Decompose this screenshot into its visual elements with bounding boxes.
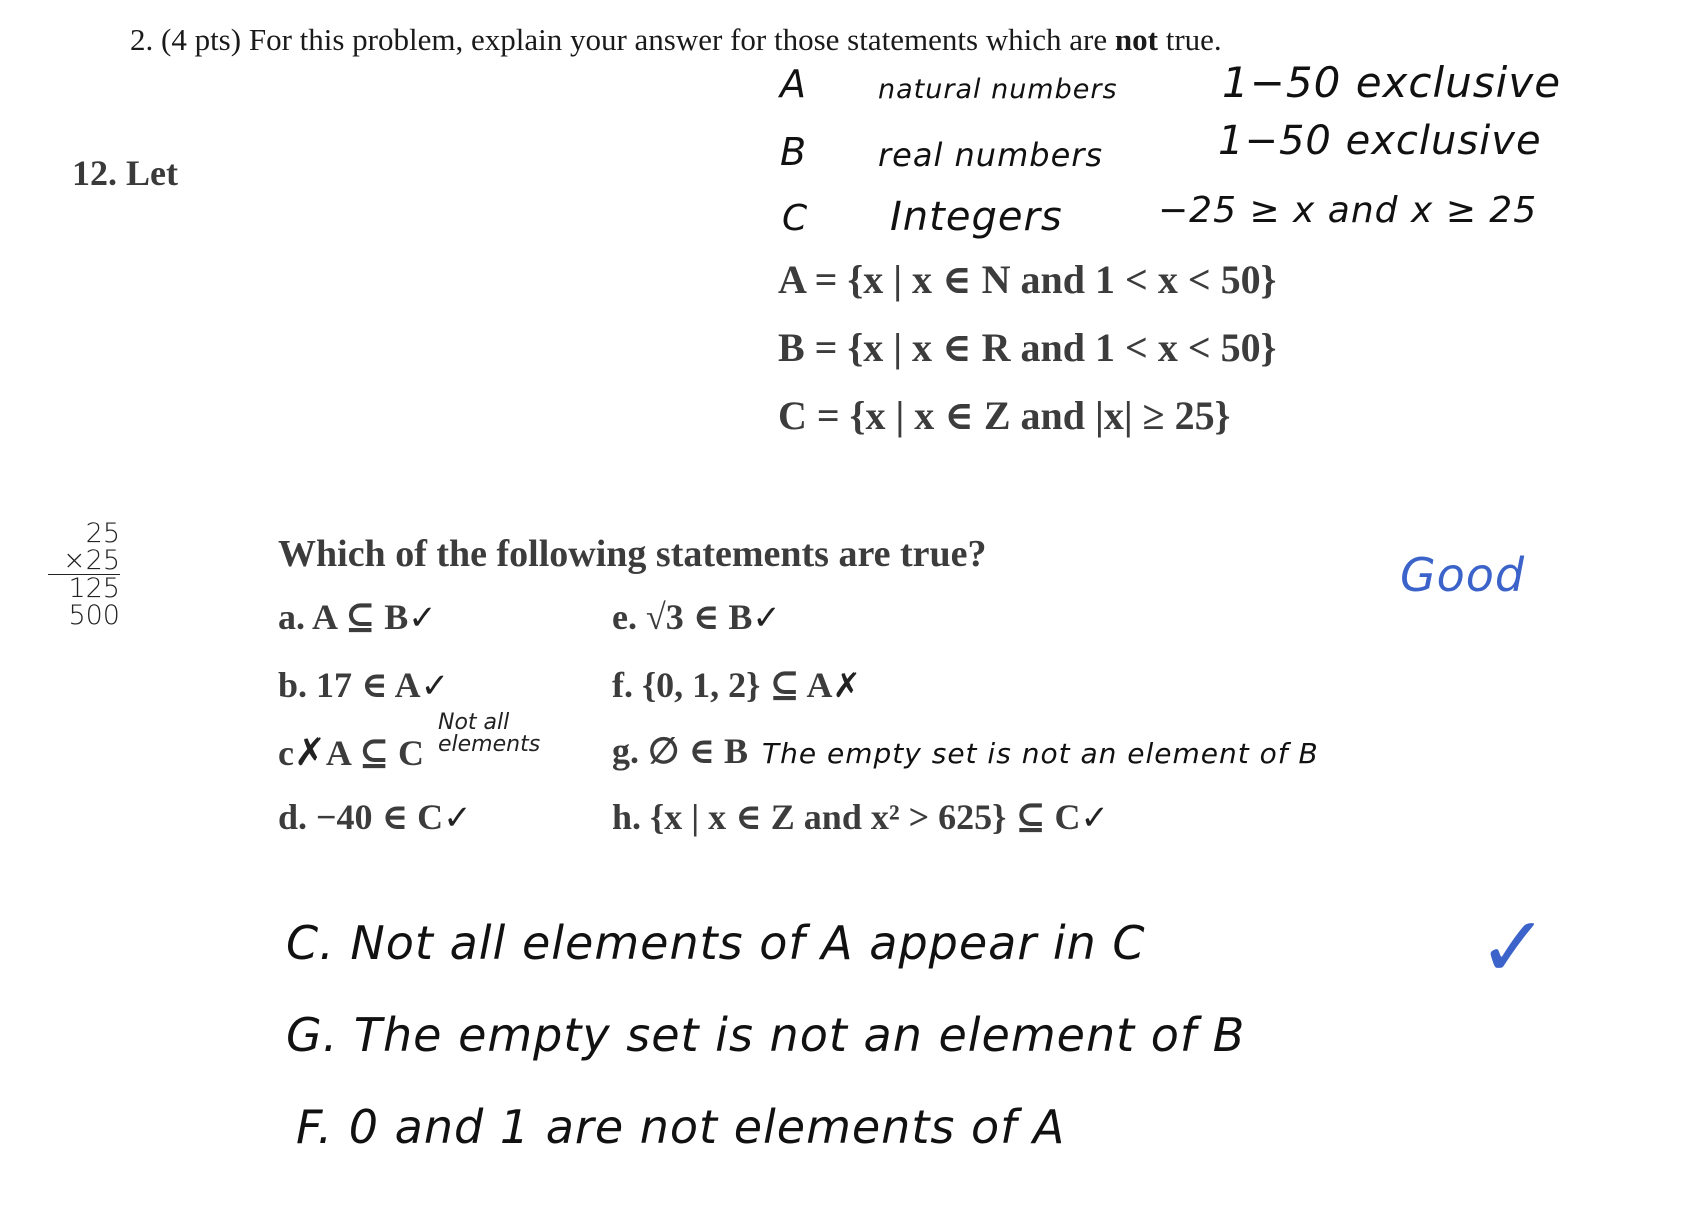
hand-def-b-letter: B — [780, 130, 808, 174]
answer-f: F. 0 and 1 are not elements of A — [296, 1100, 1066, 1154]
set-def-a: A = {x | x ∈ N and 1 < x < 50} — [778, 257, 1277, 302]
statement-b — [278, 664, 449, 706]
side-calculation — [48, 520, 120, 629]
header-emphasis: not — [1114, 22, 1158, 57]
hand-def-a-kind: natural numbers — [878, 74, 1118, 105]
calc-line-3: 125 — [68, 573, 120, 604]
hand-def-a-range: 1−50 exclusive — [1222, 58, 1562, 107]
statement-c — [278, 730, 424, 774]
statement-h — [612, 796, 1109, 838]
problem-header — [130, 22, 1222, 58]
statement-g-text: g. ∅ ∈ B — [612, 731, 749, 771]
check-mark-icon: ✓ — [420, 666, 450, 706]
statement-a — [278, 596, 437, 638]
hand-def-b-kind: real numbers — [878, 136, 1104, 174]
statement-g — [612, 730, 1319, 772]
statement-c-note: Not all elements — [438, 710, 541, 757]
check-mark-icon: ✓ — [408, 598, 437, 638]
statement-h-text: h. {x | x ∈ Z and x² > 625} ⊆ C — [612, 797, 1081, 837]
statement-d — [278, 796, 472, 838]
hand-def-a-letter: A — [780, 62, 807, 106]
statement-f — [612, 664, 861, 706]
statement-b-text: b. 17 ∈ A — [278, 665, 421, 705]
cross-mark-icon: ✗ — [832, 666, 862, 706]
statement-g-note: The empty set is not an element of B — [762, 737, 1319, 770]
statement-e — [612, 596, 781, 638]
hand-def-c-letter: C — [782, 198, 809, 239]
header-suffix: true. — [1165, 22, 1222, 57]
grade-comment: Good — [1400, 548, 1526, 602]
calc-line-2: ×25 — [48, 547, 120, 575]
header-prefix: 2. (4 pts) For this problem, explain your answer for those statements which are — [130, 22, 1108, 57]
question-text: Which of the following statements are true? — [278, 533, 987, 575]
hand-def-c-range: −25 ≥ x and x ≥ 25 — [1158, 190, 1538, 231]
grader-check-icon: ✓ — [1478, 898, 1549, 996]
statement-f-text: f. {0, 1, 2} ⊆ A — [612, 665, 833, 705]
calc-line-4: 500 — [68, 600, 120, 631]
statement-a-text: a. A ⊆ B — [278, 597, 409, 637]
hand-def-c-kind: Integers — [890, 194, 1063, 240]
statement-d-text: d. −40 ∈ C — [278, 797, 444, 837]
check-mark-icon: ✓ — [1080, 798, 1109, 838]
cross-mark-icon: ✗ — [293, 730, 326, 774]
calc-line-1: 25 — [85, 518, 120, 549]
check-mark-icon: ✓ — [443, 798, 472, 838]
statement-e-text: e. √3 ∈ B — [612, 597, 753, 637]
hand-def-b-range: 1−50 exclusive — [1218, 118, 1542, 164]
statement-c-text: A ⊆ C — [325, 733, 425, 773]
statement-c-letter: c — [278, 733, 294, 773]
set-def-b: B = {x | x ∈ R and 1 < x < 50} — [778, 325, 1277, 370]
answer-g: G. The empty set is not an element of B — [286, 1008, 1246, 1062]
answer-c: C. Not all elements of A appear in C — [286, 916, 1146, 970]
problem-label: 12. Let — [72, 153, 178, 193]
set-def-c: C = {x | x ∈ Z and |x| ≥ 25} — [778, 393, 1231, 438]
check-mark-icon: ✓ — [752, 598, 781, 638]
